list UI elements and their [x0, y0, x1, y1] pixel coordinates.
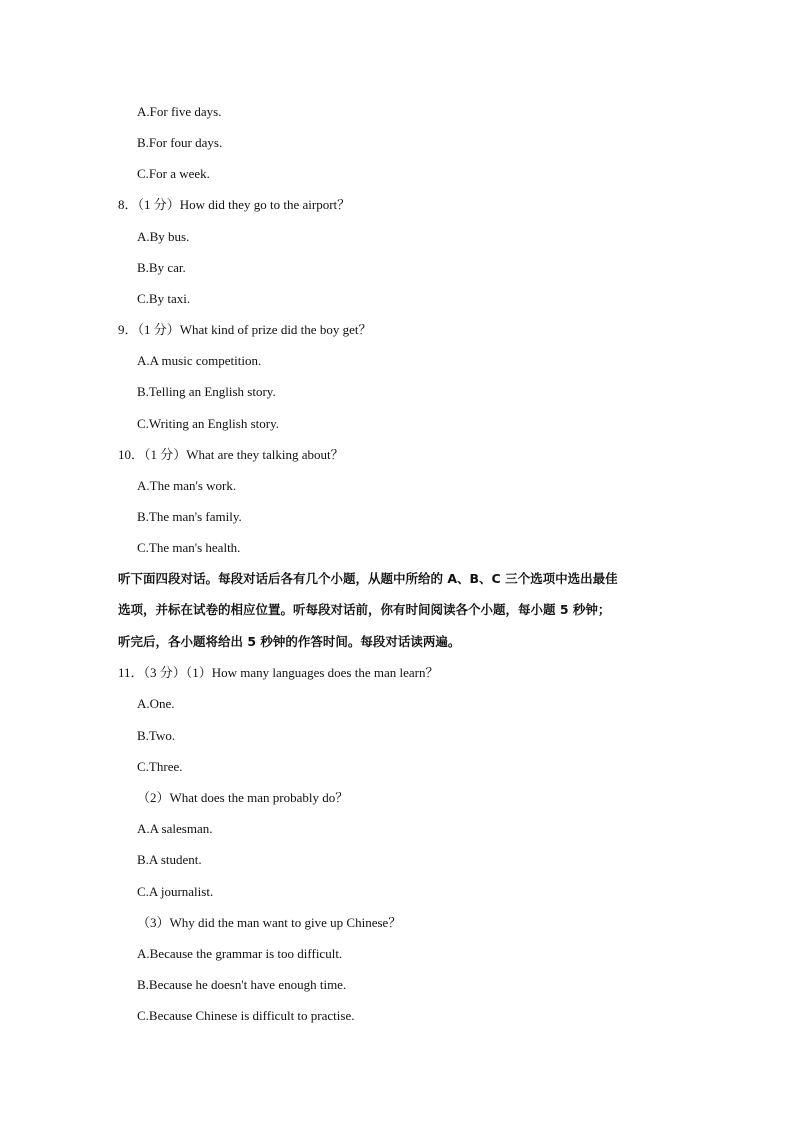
- q7-option-c: C.For a week.: [137, 166, 210, 181]
- q9-option-b: B.Telling an English story.: [137, 384, 276, 399]
- q10-option-a: A.The man's work.: [137, 478, 237, 493]
- q7-option-b: B.For four days.: [137, 135, 223, 150]
- q7-option-a: A.For five days.: [137, 104, 222, 119]
- q11-2-option-b: B.A student.: [137, 852, 202, 867]
- q10-stem: 10．（1 分）What are they talking about？: [118, 447, 344, 462]
- q9-stem: 9．（1 分）What kind of prize did the boy get？: [118, 322, 372, 337]
- q8-option-b: B.By car.: [137, 260, 186, 275]
- section-instructions-line-3: 听完后，各小题将给出 5 秒钟的作答时间。每段对话读两遍。: [118, 634, 461, 649]
- q10-option-c: C.The man's health.: [137, 540, 241, 555]
- q10-option-b: B.The man's family.: [137, 509, 242, 524]
- q11-2-option-a: A.A salesman.: [137, 821, 213, 836]
- q11-3-option-c: C.Because Chinese is difficult to practise.: [137, 1008, 355, 1023]
- q11-1-option-c: C.Three.: [137, 759, 183, 774]
- section-instructions-line-1: 听下面四段对话。每段对话后各有几个小题，从题中所给的 A、B、C 三个选项中选出最佳: [118, 571, 618, 586]
- q9-option-a: A.A music competition.: [137, 353, 262, 368]
- q11-1-option-a: A.One.: [137, 696, 175, 711]
- q9-option-c: C.Writing an English story.: [137, 416, 279, 431]
- q11-2-option-c: C.A journalist.: [137, 884, 214, 899]
- q8-stem: 8．（1 分）How did they go to the airport？: [118, 197, 351, 212]
- q11-1-option-b: B.Two.: [137, 728, 176, 743]
- q8-option-c: C.By taxi.: [137, 291, 191, 306]
- q11-sub3-stem: （3）Why did the man want to give up Chinese？: [137, 915, 402, 930]
- q11-sub2-stem: （2）What does the man probably do？: [137, 790, 349, 805]
- q11-3-option-b: B.Because he doesn't have enough time.: [137, 977, 347, 992]
- q11-3-option-a: A.Because the grammar is too difficult.: [137, 946, 343, 961]
- q8-option-a: A.By bus.: [137, 229, 190, 244]
- q11-stem: 11．（3 分）（1）How many languages does the man learn？: [118, 665, 439, 680]
- section-instructions-line-2: 选项，并标在试卷的相应位置。听每段对话前，你有时间阅读各个小题，每小题 5 秒钟；: [118, 602, 611, 617]
